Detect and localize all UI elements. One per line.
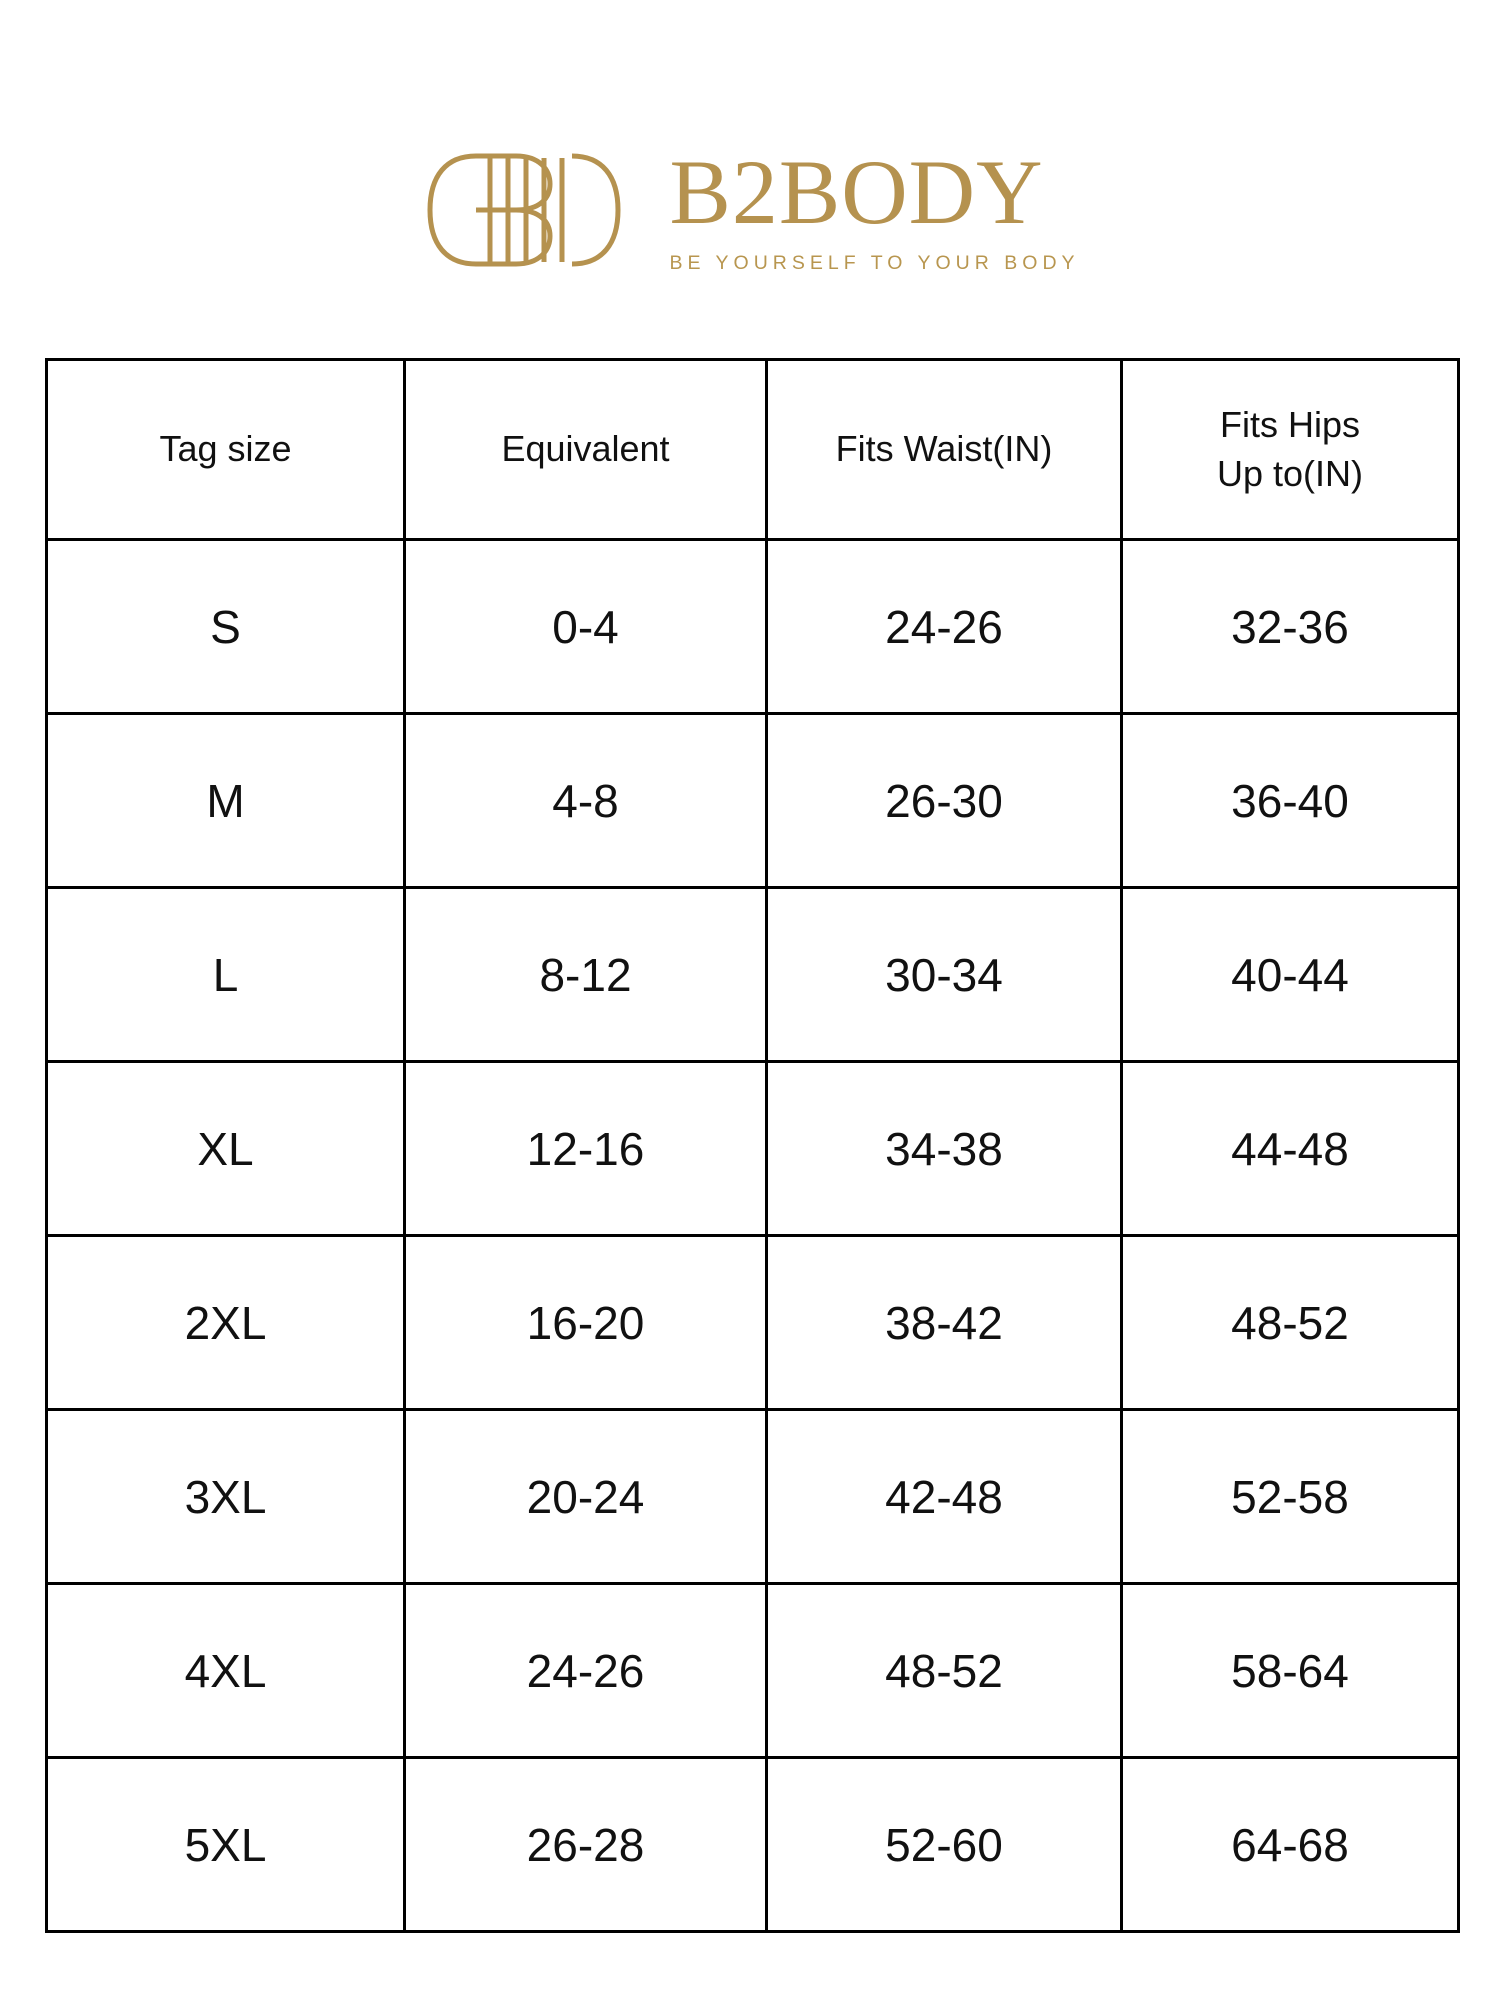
- cell-tag-size: M: [47, 714, 405, 888]
- column-header-line1: Fits Waist(IN): [835, 428, 1053, 470]
- cell-tag-size: S: [47, 540, 405, 714]
- b2body-monogram-icon: [420, 140, 635, 280]
- cell-tag-size: L: [47, 888, 405, 1062]
- brand-name: B2BODY: [669, 140, 1044, 243]
- cell-equivalent: 4-8: [405, 714, 767, 888]
- cell-equivalent: 16-20: [405, 1236, 767, 1410]
- cell-equivalent: 8-12: [405, 888, 767, 1062]
- cell-waist: 42-48: [767, 1410, 1122, 1584]
- cell-tag-size: 3XL: [47, 1410, 405, 1584]
- cell-equivalent: 12-16: [405, 1062, 767, 1236]
- table-header: [47, 360, 1459, 540]
- cell-waist: 24-26: [767, 540, 1122, 714]
- brand-text-block: [669, 140, 1080, 275]
- cell-hips: 48-52: [1122, 1236, 1459, 1410]
- column-header-tag-size: [47, 360, 405, 540]
- cell-hips: 58-64: [1122, 1584, 1459, 1758]
- cell-equivalent: 24-26: [405, 1584, 767, 1758]
- column-header-line2: Up to(IN): [1216, 452, 1364, 494]
- cell-tag-size: XL: [47, 1062, 405, 1236]
- brand-tagline: BE YOURSELF TO YOUR BODY: [669, 251, 1080, 274]
- cell-equivalent: 26-28: [405, 1758, 767, 1932]
- cell-tag-size: 2XL: [47, 1236, 405, 1410]
- brand-header: [0, 140, 1500, 280]
- size-chart-table: [45, 358, 1460, 1933]
- cell-waist: 48-52: [767, 1584, 1122, 1758]
- column-header-equivalent: [405, 360, 767, 540]
- table-row: [47, 1236, 1459, 1410]
- cell-waist: 34-38: [767, 1062, 1122, 1236]
- table-row: [47, 1758, 1459, 1932]
- column-header-line1: Tag size: [159, 428, 292, 470]
- column-header-line1: Equivalent: [501, 428, 670, 470]
- cell-hips: 36-40: [1122, 714, 1459, 888]
- cell-tag-size: 5XL: [47, 1758, 405, 1932]
- cell-tag-size: 4XL: [47, 1584, 405, 1758]
- cell-waist: 52-60: [767, 1758, 1122, 1932]
- cell-equivalent: 20-24: [405, 1410, 767, 1584]
- table-row: [47, 540, 1459, 714]
- cell-waist: 30-34: [767, 888, 1122, 1062]
- column-header-line1: Fits Hips: [1219, 403, 1360, 445]
- table-row: [47, 1584, 1459, 1758]
- cell-hips: 40-44: [1122, 888, 1459, 1062]
- table-header-row: [47, 360, 1459, 540]
- cell-hips: 64-68: [1122, 1758, 1459, 1932]
- table-body: [47, 540, 1459, 1932]
- cell-equivalent: 0-4: [405, 540, 767, 714]
- cell-hips: 44-48: [1122, 1062, 1459, 1236]
- cell-waist: 26-30: [767, 714, 1122, 888]
- column-header-fits-waist: [767, 360, 1122, 540]
- table-row: [47, 888, 1459, 1062]
- table-row: [47, 714, 1459, 888]
- table-row: [47, 1410, 1459, 1584]
- cell-hips: 32-36: [1122, 540, 1459, 714]
- column-header-fits-hips: [1122, 360, 1459, 540]
- cell-hips: 52-58: [1122, 1410, 1459, 1584]
- table-row: [47, 1062, 1459, 1236]
- cell-waist: 38-42: [767, 1236, 1122, 1410]
